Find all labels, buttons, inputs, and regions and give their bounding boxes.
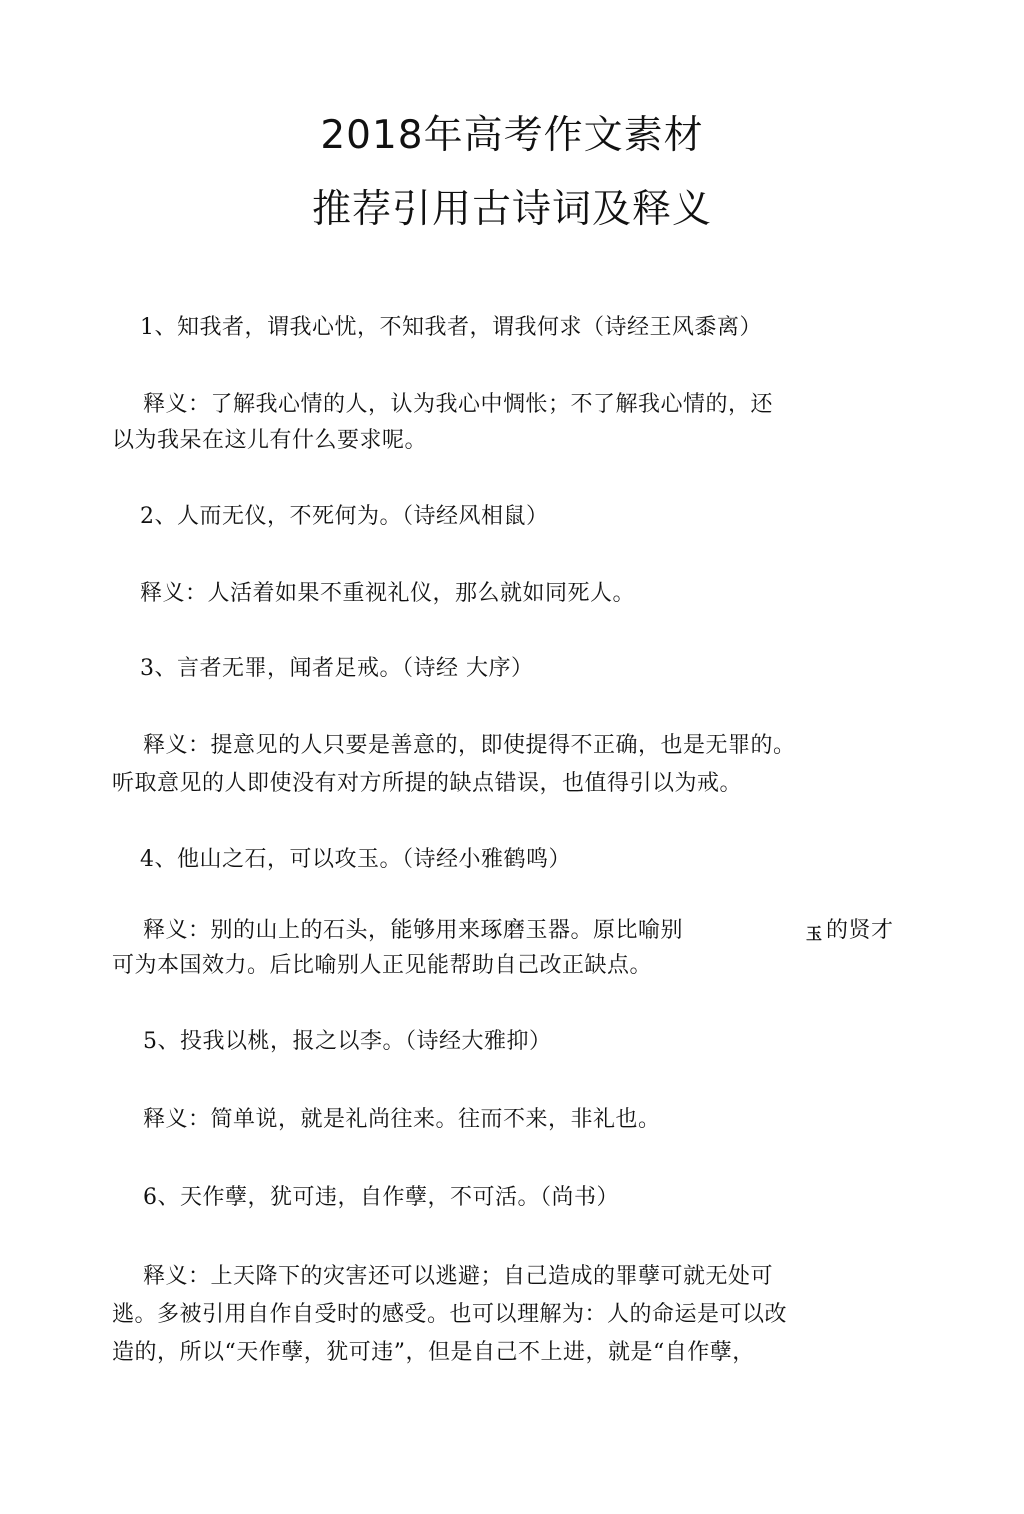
explanation-1-line-1: 释义：了解我心情的人，认为我心中惆怅；不了解我心情的，还 (143, 392, 774, 417)
explanation-3-line-1: 释义：提意见的人只要是善意的，即使提得不正确，也是无罪的。 (143, 733, 796, 758)
explanation-1-line-2: 以为我呆在这儿有什么要求呢。 (112, 428, 428, 453)
explanation-5-line-1: 释义：简单说，就是礼尚往来。往而不来，非礼也。 (143, 1107, 661, 1132)
quote-2: 2、人而无仪，不死何为。（诗经风相鼠） (140, 504, 549, 529)
explanation-3-line-2: 听取意见的人即使没有对方所提的缺点错误，也值得引以为戒。 (112, 771, 743, 796)
quote-6: 6、天作孽，犹可违，自作孽，不可活。（尚书） (143, 1185, 619, 1210)
explanation-4-line-1: 释义：别的山上的石头，能够用来琢磨玉器。原比喻别 (143, 918, 684, 943)
quote-5: 5、投我以桃，报之以李。（诗经大雅抑） (143, 1029, 552, 1054)
explanation-4-line-1-tail: 的贤才 (826, 918, 894, 943)
document-title: 2018年高考作文素材 (320, 113, 704, 158)
quote-3: 3、言者无罪，闻者足戒。（诗经 大序） (140, 656, 534, 681)
document-subtitle: 推荐引用古诗词及释义 (311, 187, 712, 232)
explanation-6-line-1: 释义：上天降下的灾害还可以逃避；自己造成的罪孽可就无处可 (143, 1264, 774, 1289)
quote-1: 1、知我者，谓我心忧，不知我者，谓我何求（诗经王风黍离） (140, 315, 762, 340)
explanation-6-line-3: 造的，所以“天作孽，犹可违”，但是自己不上进，就是“自作孽， (112, 1340, 755, 1365)
stray-mark: 玉 (806, 924, 823, 943)
explanation-6-line-2: 逃。多被引用自作自受时的感受。也可以理解为：人的命运是可以改 (112, 1302, 788, 1327)
explanation-2-line-1: 释义：人活着如果不重视礼仪，那么就如同死人。 (140, 581, 636, 606)
quote-4: 4、他山之石，可以攻玉。（诗经小雅鹤鸣） (140, 847, 571, 872)
explanation-4-line-2: 可为本国效力。后比喻别人正见能帮助自己改正缺点。 (112, 953, 653, 978)
